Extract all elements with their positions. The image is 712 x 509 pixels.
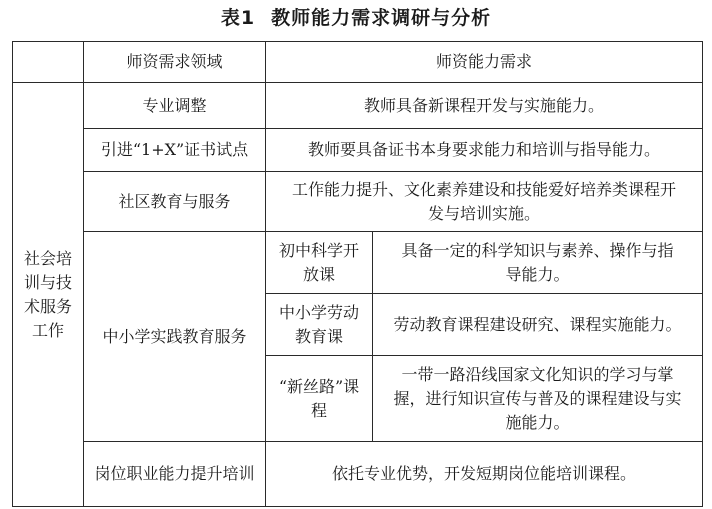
ability-text: 一带一路沿线国家文化知识的学习与掌握，进行知识宣传与普及的课程建设与实施能力。 bbox=[393, 364, 682, 432]
sub-area-cell bbox=[266, 356, 373, 442]
area-text: 中小学实践教育服务 bbox=[102, 326, 247, 346]
ability-cell: 教师要具备证书本身要求能力和培训与指导能力。 bbox=[266, 129, 703, 172]
table-row bbox=[13, 232, 703, 294]
area-cell bbox=[84, 232, 266, 442]
area-cell bbox=[84, 442, 266, 507]
ability-cell bbox=[266, 172, 703, 232]
sub-area-text: 中小学劳动教育课 bbox=[278, 302, 359, 346]
ability-cell bbox=[373, 294, 703, 356]
header-ability-cell: 师资能力需求 bbox=[266, 42, 703, 83]
table-row bbox=[13, 442, 703, 507]
table-row bbox=[13, 129, 703, 172]
group-label: 社会培训与技术服务工作 bbox=[23, 248, 72, 340]
ability-cell: 依托专业优势，开发短期岗位能培训课程。 bbox=[266, 442, 703, 507]
sub-area-cell bbox=[266, 294, 373, 356]
sub-area-cell bbox=[266, 232, 373, 294]
ability-cell bbox=[373, 356, 703, 442]
header-area-cell: 师资需求领域 bbox=[84, 42, 266, 83]
header-blank-cell bbox=[13, 42, 84, 83]
ability-cell: 教师具备新课程开发与实施能力。 bbox=[266, 83, 703, 129]
area-cell: 引进“1+X”证书试点 bbox=[84, 129, 266, 172]
area-cell: 专业调整 bbox=[84, 83, 266, 129]
area-cell: 社区教育与服务 bbox=[84, 172, 266, 232]
table-title: 教师能力需求调研与分析 bbox=[271, 7, 492, 29]
table-caption bbox=[0, 0, 712, 36]
ability-text: 劳动教育课程建设研究、课程实施能力。 bbox=[393, 314, 682, 334]
sub-area-text: 初中科学开放课 bbox=[278, 240, 359, 284]
ability-text: 工作能力提升、文化素养建设和技能爱好培养类课程开发与培训实施。 bbox=[291, 179, 676, 223]
sub-area-text: “新丝路”课程 bbox=[278, 376, 360, 420]
table-number: 表1 bbox=[220, 7, 256, 29]
table-row bbox=[13, 83, 703, 129]
ability-cell bbox=[373, 232, 703, 294]
ability-table bbox=[12, 41, 703, 507]
group-label-cell bbox=[13, 83, 84, 507]
ability-text: 具备一定的科学知识与素养、操作与指导能力。 bbox=[401, 240, 674, 284]
table-row bbox=[13, 172, 703, 232]
area-text: 岗位职业能力提升培训 bbox=[94, 464, 255, 483]
header-row bbox=[13, 42, 703, 83]
